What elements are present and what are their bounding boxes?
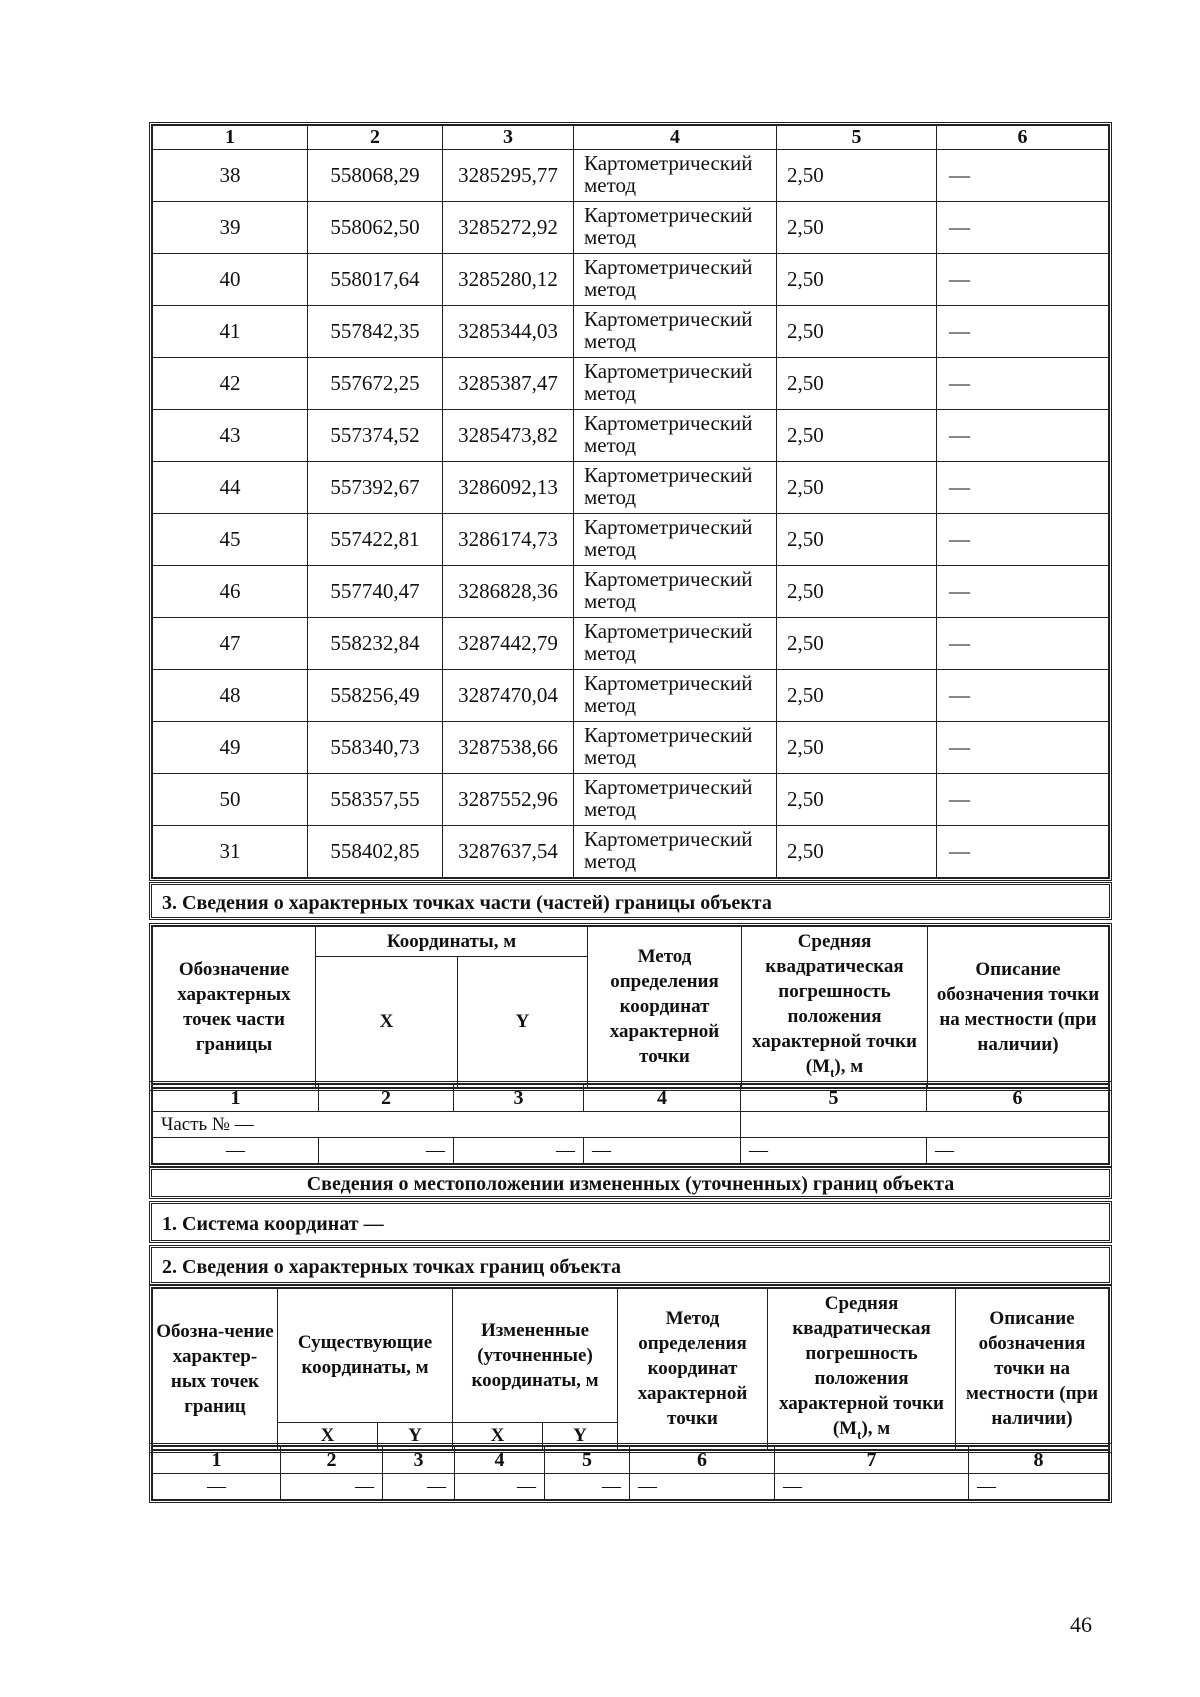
method-line-1: Картометрический	[584, 359, 753, 383]
column-number: 7	[775, 1447, 969, 1474]
coord-y: 3285387,47	[443, 358, 574, 410]
coord-x: 557374,52	[308, 410, 443, 462]
method-line-2: метод	[584, 277, 637, 301]
point-id: 39	[153, 202, 308, 254]
method-line-2: метод	[584, 797, 637, 821]
method-cell	[574, 514, 777, 566]
method-line-1: Картометрический	[584, 567, 753, 591]
header-accuracy-text: Средняя квадратическая погрешность положения характерной точки (M	[752, 931, 917, 1077]
part-label: Часть № —	[153, 1112, 741, 1138]
method-line-1: Картометрический	[584, 411, 753, 435]
header-method: Метод определения координат характерной точки	[618, 1289, 768, 1450]
header-existing-y: Y	[378, 1422, 453, 1449]
column-number: 1	[153, 126, 308, 150]
empty-cell: —	[455, 1474, 545, 1500]
coord-x: 557422,81	[308, 514, 443, 566]
method-cell	[574, 774, 777, 826]
accuracy: 2,50	[777, 150, 937, 202]
method-line-2: метод	[584, 485, 637, 509]
description: —	[937, 774, 1109, 826]
header-coordinates: Координаты, м	[316, 927, 588, 957]
method-cell	[574, 462, 777, 514]
coordinate-system: 1. Система координат —	[149, 1201, 1112, 1243]
empty-cell: —	[281, 1474, 383, 1500]
method-line-2: метод	[584, 693, 637, 717]
method-cell	[574, 410, 777, 462]
header-method: Метод определения координат характерной точки	[588, 927, 742, 1088]
column-number: 8	[969, 1447, 1109, 1474]
header-accuracy	[768, 1289, 956, 1450]
header-x: X	[316, 957, 458, 1088]
coord-x: 558068,29	[308, 150, 443, 202]
coord-x: 558062,50	[308, 202, 443, 254]
coord-y: 3286828,36	[443, 566, 574, 618]
header-existing-x: X	[278, 1422, 378, 1449]
empty-cell: —	[741, 1138, 927, 1164]
point-id: 45	[153, 514, 308, 566]
part-points-header	[149, 923, 1112, 1091]
column-number: 5	[777, 126, 937, 150]
empty-cell: —	[454, 1138, 584, 1164]
accuracy: 2,50	[777, 358, 937, 410]
method-line-1: Картометрический	[584, 775, 753, 799]
point-id: 43	[153, 410, 308, 462]
header-accuracy-unit: ), м	[861, 1418, 891, 1439]
header-description: Описание обозначения точки на местности (при наличии)	[956, 1289, 1109, 1450]
accuracy: 2,50	[777, 670, 937, 722]
method-cell	[574, 826, 777, 878]
method-line-1: Картометрический	[584, 463, 753, 487]
method-line-2: метод	[584, 589, 637, 613]
description: —	[937, 514, 1109, 566]
coord-y: 3287442,79	[443, 618, 574, 670]
table-row	[153, 774, 1109, 826]
column-number-row	[153, 1447, 1109, 1474]
description: —	[937, 722, 1109, 774]
coord-x: 557740,47	[308, 566, 443, 618]
column-number: 4	[455, 1447, 545, 1474]
accuracy: 2,50	[777, 254, 937, 306]
coord-y: 3285473,82	[443, 410, 574, 462]
table-row	[153, 670, 1109, 722]
coord-y: 3287637,54	[443, 826, 574, 878]
method-line-1: Картометрический	[584, 671, 753, 695]
header-designation: Обозначение характерных точек части границы	[153, 927, 316, 1088]
method-line-2: метод	[584, 225, 637, 249]
point-id: 48	[153, 670, 308, 722]
method-line-1: Картометрический	[584, 255, 753, 279]
table-row	[153, 514, 1109, 566]
empty-cell: —	[319, 1138, 454, 1164]
table-row	[153, 1474, 1109, 1500]
method-cell	[574, 254, 777, 306]
column-number: 5	[741, 1085, 927, 1112]
point-id: 38	[153, 150, 308, 202]
header-accuracy-unit: ), м	[834, 1056, 864, 1077]
table-row	[153, 1138, 1109, 1164]
accuracy: 2,50	[777, 462, 937, 514]
method-line-1: Картометрический	[584, 203, 753, 227]
method-cell	[574, 150, 777, 202]
accuracy: 2,50	[777, 566, 937, 618]
header-accuracy	[742, 927, 928, 1088]
table-row	[153, 150, 1109, 202]
description: —	[937, 254, 1109, 306]
accuracy: 2,50	[777, 306, 937, 358]
point-id: 40	[153, 254, 308, 306]
table-row	[153, 306, 1109, 358]
method-line-1: Картометрический	[584, 307, 753, 331]
points-section-title: 2. Сведения о характерных точках границ объекта	[149, 1245, 1112, 1285]
changed-points-body	[149, 1443, 1112, 1503]
coord-y: 3287538,66	[443, 722, 574, 774]
description: —	[937, 670, 1109, 722]
points-table	[149, 122, 1112, 881]
column-number: 2	[281, 1447, 383, 1474]
method-line-1: Картометрический	[584, 619, 753, 643]
method-cell	[574, 566, 777, 618]
header-changed-y: Y	[543, 1422, 618, 1449]
description: —	[937, 566, 1109, 618]
description: —	[937, 826, 1109, 878]
part-label-empty	[741, 1112, 1109, 1138]
header-changed-x: X	[453, 1422, 543, 1449]
method-cell	[574, 358, 777, 410]
empty-cell: —	[775, 1474, 969, 1500]
method-cell	[574, 618, 777, 670]
changed-points-header	[149, 1285, 1112, 1453]
column-number: 2	[308, 126, 443, 150]
coord-x: 557672,25	[308, 358, 443, 410]
point-id: 44	[153, 462, 308, 514]
method-line-1: Картометрический	[584, 723, 753, 747]
method-line-2: метод	[584, 849, 637, 873]
empty-cell: —	[545, 1474, 630, 1500]
description: —	[937, 150, 1109, 202]
header-accuracy-sub: t	[857, 1426, 862, 1442]
table-row	[153, 410, 1109, 462]
coord-y: 3285295,77	[443, 150, 574, 202]
column-number-row	[153, 126, 1109, 150]
column-number: 4	[574, 126, 777, 150]
header-y: Y	[458, 957, 588, 1088]
coord-y: 3285280,12	[443, 254, 574, 306]
coord-y: 3286092,13	[443, 462, 574, 514]
method-line-2: метод	[584, 641, 637, 665]
description: —	[937, 462, 1109, 514]
coord-x: 558256,49	[308, 670, 443, 722]
method-cell	[574, 306, 777, 358]
coord-x: 557842,35	[308, 306, 443, 358]
table-row	[153, 618, 1109, 670]
coord-y: 3287552,96	[443, 774, 574, 826]
method-cell	[574, 722, 777, 774]
point-id: 49	[153, 722, 308, 774]
coord-y: 3287470,04	[443, 670, 574, 722]
description: —	[937, 410, 1109, 462]
column-number: 5	[545, 1447, 630, 1474]
method-line-2: метод	[584, 537, 637, 561]
part-points-body	[149, 1081, 1112, 1167]
empty-cell: —	[584, 1138, 741, 1164]
method-line-1: Картометрический	[584, 515, 753, 539]
coord-y: 3285344,03	[443, 306, 574, 358]
method-line-2: метод	[584, 745, 637, 769]
coord-x: 558232,84	[308, 618, 443, 670]
accuracy: 2,50	[777, 722, 937, 774]
coord-x: 558402,85	[308, 826, 443, 878]
method-line-2: метод	[584, 381, 637, 405]
table-row	[153, 722, 1109, 774]
method-line-2: метод	[584, 173, 637, 197]
column-number: 3	[383, 1447, 455, 1474]
empty-cell: —	[153, 1474, 281, 1500]
column-number: 6	[630, 1447, 775, 1474]
header-changed-coords: Измененные (уточненные) координаты, м	[453, 1289, 618, 1423]
column-number: 6	[937, 126, 1109, 150]
method-cell	[574, 670, 777, 722]
method-line-1: Картометрический	[584, 827, 753, 851]
point-id: 47	[153, 618, 308, 670]
table-row	[153, 462, 1109, 514]
method-line-2: метод	[584, 433, 637, 457]
accuracy: 2,50	[777, 514, 937, 566]
column-number: 4	[584, 1085, 741, 1112]
header-accuracy-text: Средняя квадратическая погрешность положения характерной точки (M	[779, 1293, 944, 1439]
table-row	[153, 826, 1109, 878]
accuracy: 2,50	[777, 774, 937, 826]
accuracy: 2,50	[777, 826, 937, 878]
coord-y: 3285272,92	[443, 202, 574, 254]
changed-boundaries-title: Сведения о местоположении измененных (уточненных) границ объекта	[149, 1167, 1112, 1199]
section-3-title: 3. Сведения о характерных точках части (частей) границы объекта	[149, 882, 1112, 920]
coord-x: 558340,73	[308, 722, 443, 774]
accuracy: 2,50	[777, 410, 937, 462]
description: —	[937, 202, 1109, 254]
page-number: 46	[1070, 1612, 1092, 1637]
coord-x: 558017,64	[308, 254, 443, 306]
point-id: 46	[153, 566, 308, 618]
method-cell	[574, 202, 777, 254]
empty-cell: —	[927, 1138, 1109, 1164]
empty-cell: —	[383, 1474, 455, 1500]
column-number-row	[153, 1085, 1109, 1112]
point-id: 41	[153, 306, 308, 358]
empty-cell: —	[630, 1474, 775, 1500]
column-number: 1	[153, 1447, 281, 1474]
table-row	[153, 202, 1109, 254]
header-accuracy-sub: t	[830, 1064, 835, 1080]
header-existing-coords: Существующие координаты, м	[278, 1289, 453, 1423]
accuracy: 2,50	[777, 202, 937, 254]
empty-cell: —	[969, 1474, 1109, 1500]
column-number: 3	[443, 126, 574, 150]
column-number: 3	[454, 1085, 584, 1112]
method-line-2: метод	[584, 329, 637, 353]
column-number: 6	[927, 1085, 1109, 1112]
point-id: 42	[153, 358, 308, 410]
table-row	[153, 254, 1109, 306]
coord-x: 557392,67	[308, 462, 443, 514]
table-row	[153, 566, 1109, 618]
empty-cell: —	[153, 1138, 319, 1164]
column-number: 2	[319, 1085, 454, 1112]
point-id: 31	[153, 826, 308, 878]
table-row	[153, 358, 1109, 410]
header-designation: Обозна-чение характер-ных точек границ	[153, 1289, 278, 1450]
description: —	[937, 306, 1109, 358]
column-number: 1	[153, 1085, 319, 1112]
coord-y: 3286174,73	[443, 514, 574, 566]
method-line-1: Картометрический	[584, 151, 753, 175]
header-description: Описание обозначения точки на местности (при наличии)	[928, 927, 1109, 1088]
point-id: 50	[153, 774, 308, 826]
coord-x: 558357,55	[308, 774, 443, 826]
description: —	[937, 618, 1109, 670]
description: —	[937, 358, 1109, 410]
accuracy: 2,50	[777, 618, 937, 670]
